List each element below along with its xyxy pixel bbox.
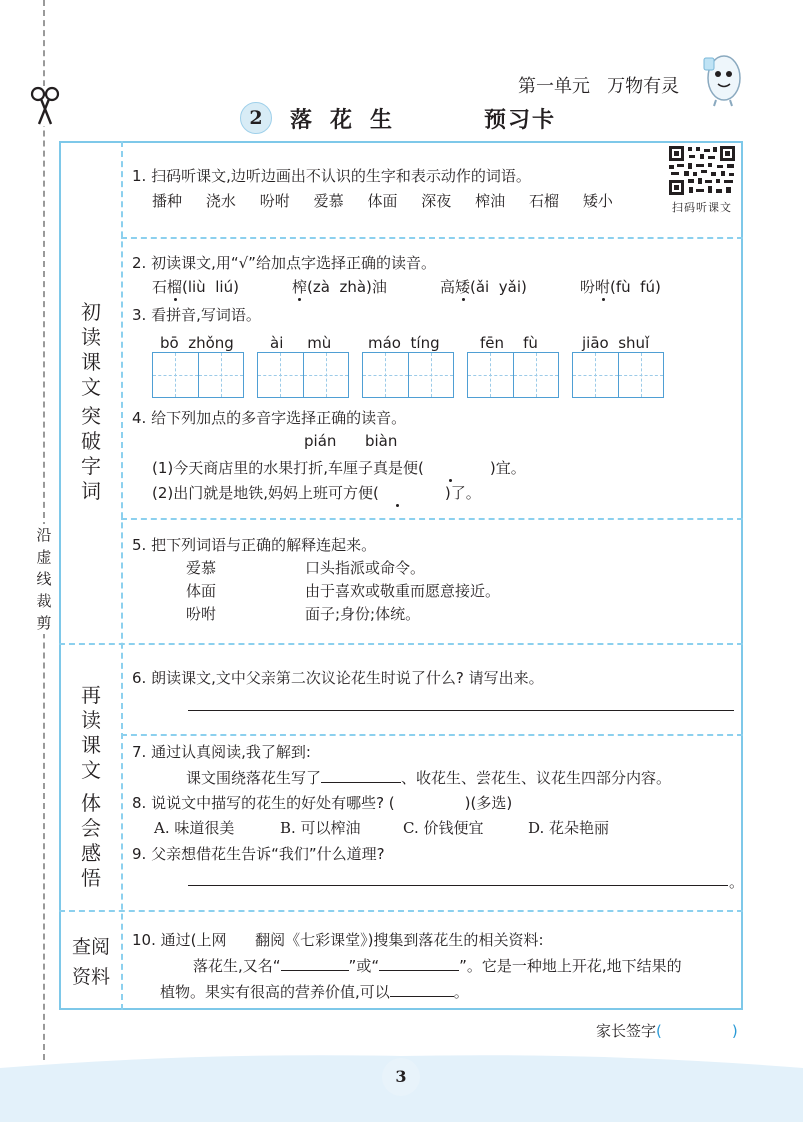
sentence-2: (2)出门就是地铁,妈妈上班可方便( )了。 bbox=[152, 484, 481, 502]
research-sentence-cont: 植物。果实有很高的营养价值,可以 。 bbox=[160, 983, 469, 1001]
scissors-icon bbox=[30, 86, 60, 126]
pinyin-label: ài mù bbox=[270, 334, 332, 352]
writing-grid[interactable] bbox=[152, 352, 244, 398]
side-label-words: 突 破 字 词 bbox=[81, 404, 101, 503]
answer-line[interactable] bbox=[188, 885, 728, 886]
answer-blank[interactable] bbox=[390, 982, 454, 997]
section-divider bbox=[59, 910, 743, 912]
word-list: 播种 浇水 吩咐 爱慕 体面 深夜 榨油 石榴 矮小 bbox=[152, 192, 613, 210]
emphasis-dot bbox=[449, 479, 452, 482]
question-7: 7. 通过认真阅读,我了解到: bbox=[132, 743, 311, 761]
emphasis-dot bbox=[174, 298, 177, 301]
answer-blank[interactable] bbox=[321, 768, 401, 783]
question-5: 5. 把下列词语与正确的解释连起来。 bbox=[132, 536, 377, 554]
section-divider bbox=[59, 643, 743, 645]
card-title: 预习卡 bbox=[484, 108, 557, 133]
side-label-first-read: 初 读 课 文 bbox=[81, 300, 101, 399]
match-meaning: 由于喜欢或敬重而愿意接近。 bbox=[305, 582, 501, 600]
question-6: 6. 朗读课文,文中父亲第二次议论花生时说了什么? 请写出来。 bbox=[132, 669, 544, 687]
question-2: 2. 初读课文,用“√”给加点字选择正确的读音。 bbox=[132, 254, 436, 272]
side-label-reread: 再 读 课 文 bbox=[81, 683, 101, 782]
match-word: 吩咐 bbox=[186, 605, 217, 623]
question-1: 1. 扫码听课文,边听边画出不认识的生字和表示动作的词语。 bbox=[132, 167, 531, 185]
row-divider bbox=[121, 734, 743, 736]
writing-grid[interactable] bbox=[572, 352, 664, 398]
pronunciation-item: 榨(zà zhà)油 bbox=[292, 278, 387, 296]
fill-sentence: 课文围绕落花生写了 、收花生、尝花生、议花生四部分内容。 bbox=[186, 769, 672, 787]
period: 。 bbox=[729, 873, 745, 891]
question-10: 10. 通过(上网 翻阅《七彩课堂》)搜集到落花生的相关资料: bbox=[132, 931, 544, 949]
qr-caption: 扫码听课文 bbox=[672, 201, 732, 214]
choice-option[interactable]: A. 味道很美 bbox=[154, 819, 235, 837]
writing-grid[interactable] bbox=[467, 352, 559, 398]
column-divider bbox=[121, 141, 123, 1010]
emphasis-dot bbox=[602, 298, 605, 301]
question-8: 8. 说说文中描写的花生的好处有哪些? ( )(多选) bbox=[132, 794, 513, 812]
match-meaning: 面子;身份;体统。 bbox=[305, 605, 421, 623]
pronunciation-item: 石榴(liù liú) bbox=[152, 278, 239, 296]
choice-option[interactable]: B. 可以榨油 bbox=[280, 819, 361, 837]
emphasis-dot bbox=[462, 298, 465, 301]
pinyin-options: pián biàn bbox=[304, 432, 398, 450]
match-meaning: 口头指派或命令。 bbox=[305, 559, 426, 577]
emphasis-dot bbox=[396, 504, 399, 507]
side-label-feelings: 体 会 感 悟 bbox=[81, 791, 101, 890]
answer-blank[interactable] bbox=[379, 956, 459, 971]
sentence-1: (1)今天商店里的水果打折,车厘子真是便( )宜。 bbox=[152, 459, 526, 477]
answer-blank[interactable] bbox=[281, 956, 349, 971]
answer-line[interactable] bbox=[188, 710, 734, 711]
row-divider bbox=[121, 518, 743, 520]
pinyin-label: bō zhǒng bbox=[160, 334, 234, 352]
parent-signature: 家长签字( ) bbox=[596, 1022, 738, 1040]
pronunciation-item: 吩咐(fù fú) bbox=[580, 278, 661, 296]
choice-option[interactable]: C. 价钱便宜 bbox=[403, 819, 484, 837]
writing-grid[interactable] bbox=[257, 352, 349, 398]
row-divider bbox=[121, 237, 743, 239]
lesson-number-badge: 2 bbox=[240, 102, 272, 134]
qr-code-icon bbox=[667, 145, 737, 214]
pronunciation-item: 高矮(ǎi yǎi) bbox=[440, 278, 527, 296]
lesson-title: 落花生 bbox=[290, 107, 411, 133]
pinyin-label: máo tíng bbox=[368, 334, 440, 352]
side-label-research: 查阅 资料 bbox=[71, 936, 110, 988]
emphasis-dot bbox=[298, 298, 301, 301]
choice-option[interactable]: D. 花朵艳丽 bbox=[528, 819, 610, 837]
unit-title: 第一单元 万物有灵 bbox=[518, 76, 680, 97]
page-number: 3 bbox=[395, 1067, 407, 1086]
mascot-icon bbox=[700, 48, 744, 108]
match-word: 爱慕 bbox=[186, 559, 217, 577]
cut-instruction: 沿 虚 线 裁 剪 bbox=[33, 524, 55, 634]
question-4: 4. 给下列加点的多音字选择正确的读音。 bbox=[132, 409, 407, 427]
research-sentence: 落花生,又名“ ”或“ ”。它是一种地上开花,地下结果的 bbox=[193, 957, 682, 975]
question-3: 3. 看拼音,写词语。 bbox=[132, 306, 261, 324]
writing-grid[interactable] bbox=[362, 352, 454, 398]
match-word: 体面 bbox=[186, 582, 217, 600]
pinyin-label: fēn fù bbox=[480, 334, 538, 352]
question-9: 9. 父亲想借花生告诉“我们”什么道理? bbox=[132, 845, 385, 863]
pinyin-label: jiāo shuǐ bbox=[582, 334, 650, 352]
